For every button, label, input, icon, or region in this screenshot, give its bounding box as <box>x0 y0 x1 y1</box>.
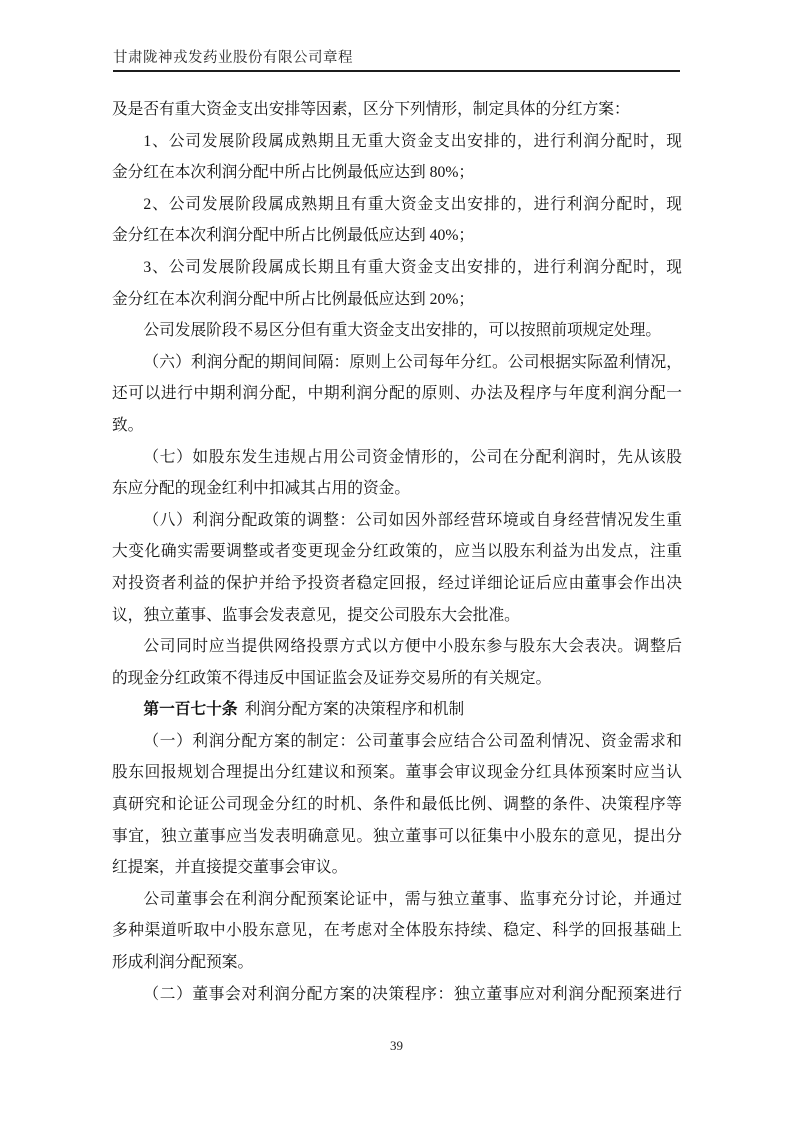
text-line: 对投资者利益的保护并给予投资者稳定回报，经过详细论证后应由董事会作出决 <box>112 574 682 592</box>
document-body <box>112 94 682 1010</box>
document-header <box>113 50 680 72</box>
text-line: （六）利润分配的期间间隔：原则上公司每年分红。公司根据实际盈利情况， <box>143 353 682 371</box>
article-title: 利润分配方案的决策程序和机制 <box>244 701 465 719</box>
text-line: 1、公司发展阶段属成熟期且无重大资金支出安排的，进行利润分配时，现 <box>143 132 682 150</box>
text-line: 红提案，并直接提交董事会审议。 <box>112 859 348 877</box>
page-number: 39 <box>390 1038 403 1053</box>
text-line: 2、公司发展阶段属成熟期且有重大资金支出安排的，进行利润分配时，现 <box>143 195 682 213</box>
article-number: 第一百七十条 <box>143 701 238 719</box>
text-line: 金分红在本次利润分配中所占比例最低应达到 40%； <box>112 227 475 245</box>
text-line: 东应分配的现金红利中扣减其占用的资金。 <box>112 480 411 498</box>
text-line: 公司发展阶段不易区分但有重大资金支出安排的，可以按照前项规定处理。 <box>143 322 662 340</box>
text-line: 公司同时应当提供网络投票方式以方便中小股东参与股东大会表决。调整后 <box>143 638 682 656</box>
text-line: 多种渠道听取中小股东意见，在考虑对全体股东持续、稳定、科学的回报基础上 <box>112 922 682 940</box>
text-line: 3、公司发展阶段属成长期且有重大资金支出安排的，进行利润分配时，现 <box>143 258 682 276</box>
text-line: （二）董事会对利润分配方案的决策程序：独立董事应对利润分配预案进行 <box>143 985 682 1003</box>
text-line: 及是否有重大资金支出安排等因素，区分下列情形，制定具体的分红方案： <box>112 101 630 118</box>
text-line: （一）利润分配方案的制定：公司董事会应结合公司盈利情况、资金需求和 <box>143 732 682 750</box>
text-line: （七）如股东发生违规占用公司资金情形的，公司在分配利润时，先从该股 <box>143 448 682 466</box>
text-line: （八）利润分配政策的调整：公司如因外部经营环境或自身经营情况发生重 <box>143 511 682 529</box>
text-line: 议，独立董事、监事会发表意见，提交公司股东大会批准。 <box>112 606 520 624</box>
text-line: 致。 <box>112 416 144 434</box>
text-line: 真研究和论证公司现金分红的时机、条件和最低比例、调整的条件、决策程序等 <box>112 796 682 814</box>
text-line: 的现金分红政策不得违反中国证监会及证券交易所的有关规定。 <box>112 669 552 687</box>
header-title: 甘肃陇神戎发药业股份有限公司章程 <box>113 50 353 66</box>
text-line: 金分红在本次利润分配中所占比例最低应达到 20%； <box>112 290 475 308</box>
text-line: 金分红在本次利润分配中所占比例最低应达到 80%； <box>112 164 475 182</box>
text-line: 股东回报规划合理提出分红建议和预案。董事会审议现金分红具体预案时应当认 <box>112 764 682 782</box>
text-line: 公司董事会在利润分配预案论证中，需与独立董事、监事充分讨论，并通过 <box>143 890 682 908</box>
page-footer <box>0 1038 793 1054</box>
text-line: 事宜，独立董事应当发表明确意见。独立董事可以征集中小股东的意见，提出分 <box>112 827 682 845</box>
text-line: 还可以进行中期利润分配，中期利润分配的原则、办法及程序与年度利润分配一 <box>112 385 682 403</box>
text-line: 形成利润分配预案。 <box>112 954 254 972</box>
text-line: 大变化确实需要调整或者变更现金分红政策的，应当以股东利益为出发点，注重 <box>112 543 682 561</box>
article-heading-line <box>112 694 682 726</box>
